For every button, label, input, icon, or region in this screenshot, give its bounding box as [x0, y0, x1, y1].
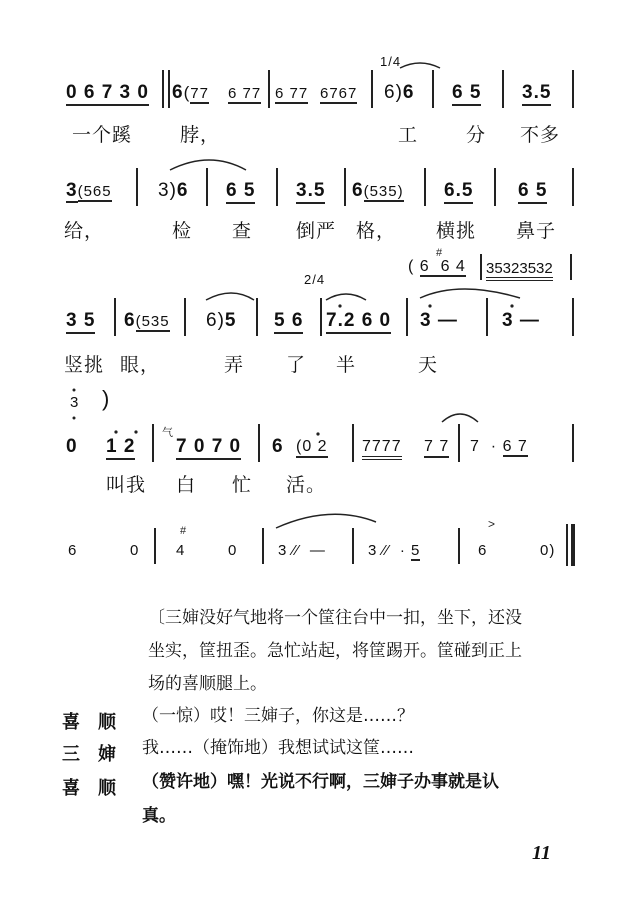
note-group: 6 5: [452, 82, 481, 106]
note-group: 3(565: [66, 180, 112, 201]
lyric: 查: [232, 220, 253, 242]
svg-text:#: #: [436, 247, 443, 259]
note-group: 6 5: [518, 180, 547, 204]
note-group: (0 2: [296, 438, 328, 458]
note-group: 3 5: [66, 310, 95, 334]
svg-text:气: 气: [162, 427, 173, 439]
note-group: 6: [272, 436, 284, 457]
lyric: 弄: [224, 354, 245, 376]
note-group: 6767: [320, 85, 358, 102]
meter-mark: 1/4: [380, 54, 402, 69]
note-group: 6 5: [226, 180, 255, 204]
lyric: 格，: [356, 220, 397, 242]
lyric: 工: [398, 124, 419, 146]
note-group: 3 ⁄⁄ —: [278, 542, 326, 559]
lyric: 一个蹊: [72, 124, 133, 146]
note-group: 3.5: [296, 180, 325, 204]
svg-text:>: >: [488, 517, 496, 531]
note-group: 7777: [362, 438, 402, 460]
note-group: 3.5: [522, 82, 551, 106]
note-group: ): [102, 386, 111, 411]
lyric: 检: [172, 220, 193, 242]
note-group: 3: [70, 394, 80, 411]
note-group: 4: [176, 542, 186, 559]
lyric: 天: [418, 354, 439, 376]
note-group: 35323532: [486, 260, 553, 281]
stage-direction-line: 〔三婶没好气地将一个筐往台中一扣，坐下，还没: [148, 608, 522, 628]
dialogue-line: （一惊）哎！三婶子，你这是……？: [142, 706, 414, 726]
note-group: 3)6: [158, 180, 189, 201]
note-group: 0): [540, 542, 556, 559]
note-group: 0: [66, 436, 78, 457]
lyric: 忙: [232, 474, 253, 496]
svg-text:#: #: [180, 525, 187, 537]
lyric: 叫我: [106, 474, 147, 496]
note-group: 0: [130, 542, 140, 559]
lyric: 眼，: [120, 354, 161, 376]
speaker-name: 喜 顺: [62, 778, 116, 799]
lyric: 白: [176, 474, 197, 496]
note-group: 6(535): [352, 180, 404, 201]
note-group: 3 —: [420, 310, 458, 331]
stage-direction-line: 场的喜顺腿上。: [148, 674, 267, 694]
note-group: 6)6: [384, 82, 415, 103]
lyric: 活。: [286, 474, 327, 496]
note-group: 6.5: [444, 180, 473, 204]
speaker-name: 喜 顺: [62, 712, 116, 733]
note-group: ( 6 6 4: [408, 258, 466, 275]
lyric: 了: [286, 354, 307, 376]
note-group: 6(535: [124, 310, 170, 331]
note-group: 6: [68, 542, 78, 559]
lyric: 倒严: [296, 220, 337, 242]
lyric: 脖，: [180, 124, 221, 146]
note-group: 6 77: [228, 85, 262, 102]
lyric: 不多: [520, 124, 561, 146]
note-group: 0: [228, 542, 238, 559]
note-group: 6)5: [206, 310, 237, 331]
lyric: 给，: [64, 220, 105, 242]
speaker-name: 三 婶: [62, 744, 116, 765]
note-group: 7 · 6 7: [470, 438, 528, 455]
note-group: 0 6 7 3 0: [66, 82, 149, 106]
note-group: 1 2: [106, 436, 135, 460]
stage-direction-line: 坐实，筐扭歪。急忙站起，将筐踢开。筐碰到正上: [148, 641, 522, 661]
meter-mark: 2/4: [304, 272, 326, 287]
note-group: 7.2 6 0: [326, 310, 391, 334]
note-group: 6: [478, 542, 488, 559]
note-group: 3 —: [502, 310, 540, 331]
note-group: 5 6: [274, 310, 303, 334]
note-group: 6 77: [275, 85, 309, 102]
dialogue-line: （赞许地）嘿！光说不行啊，三婶子办事就是认: [142, 772, 499, 792]
note-group: 7 7: [424, 438, 449, 458]
note-group: 3 ⁄⁄ · 5: [368, 542, 421, 559]
lyric: 鼻子: [516, 220, 557, 242]
lyric: 分: [466, 124, 487, 146]
lyric: 竖挑: [64, 354, 105, 376]
dialogue-line: 真。: [142, 806, 176, 826]
dialogue-line: 我……（掩饰地）我想试试这筐……: [142, 738, 414, 758]
lyric: 横挑: [436, 220, 477, 242]
lyric: 半: [336, 354, 357, 376]
page-number: 11: [532, 842, 551, 864]
note-group: 7 0 7 0: [176, 436, 241, 460]
note-group: 6(77: [172, 82, 209, 103]
